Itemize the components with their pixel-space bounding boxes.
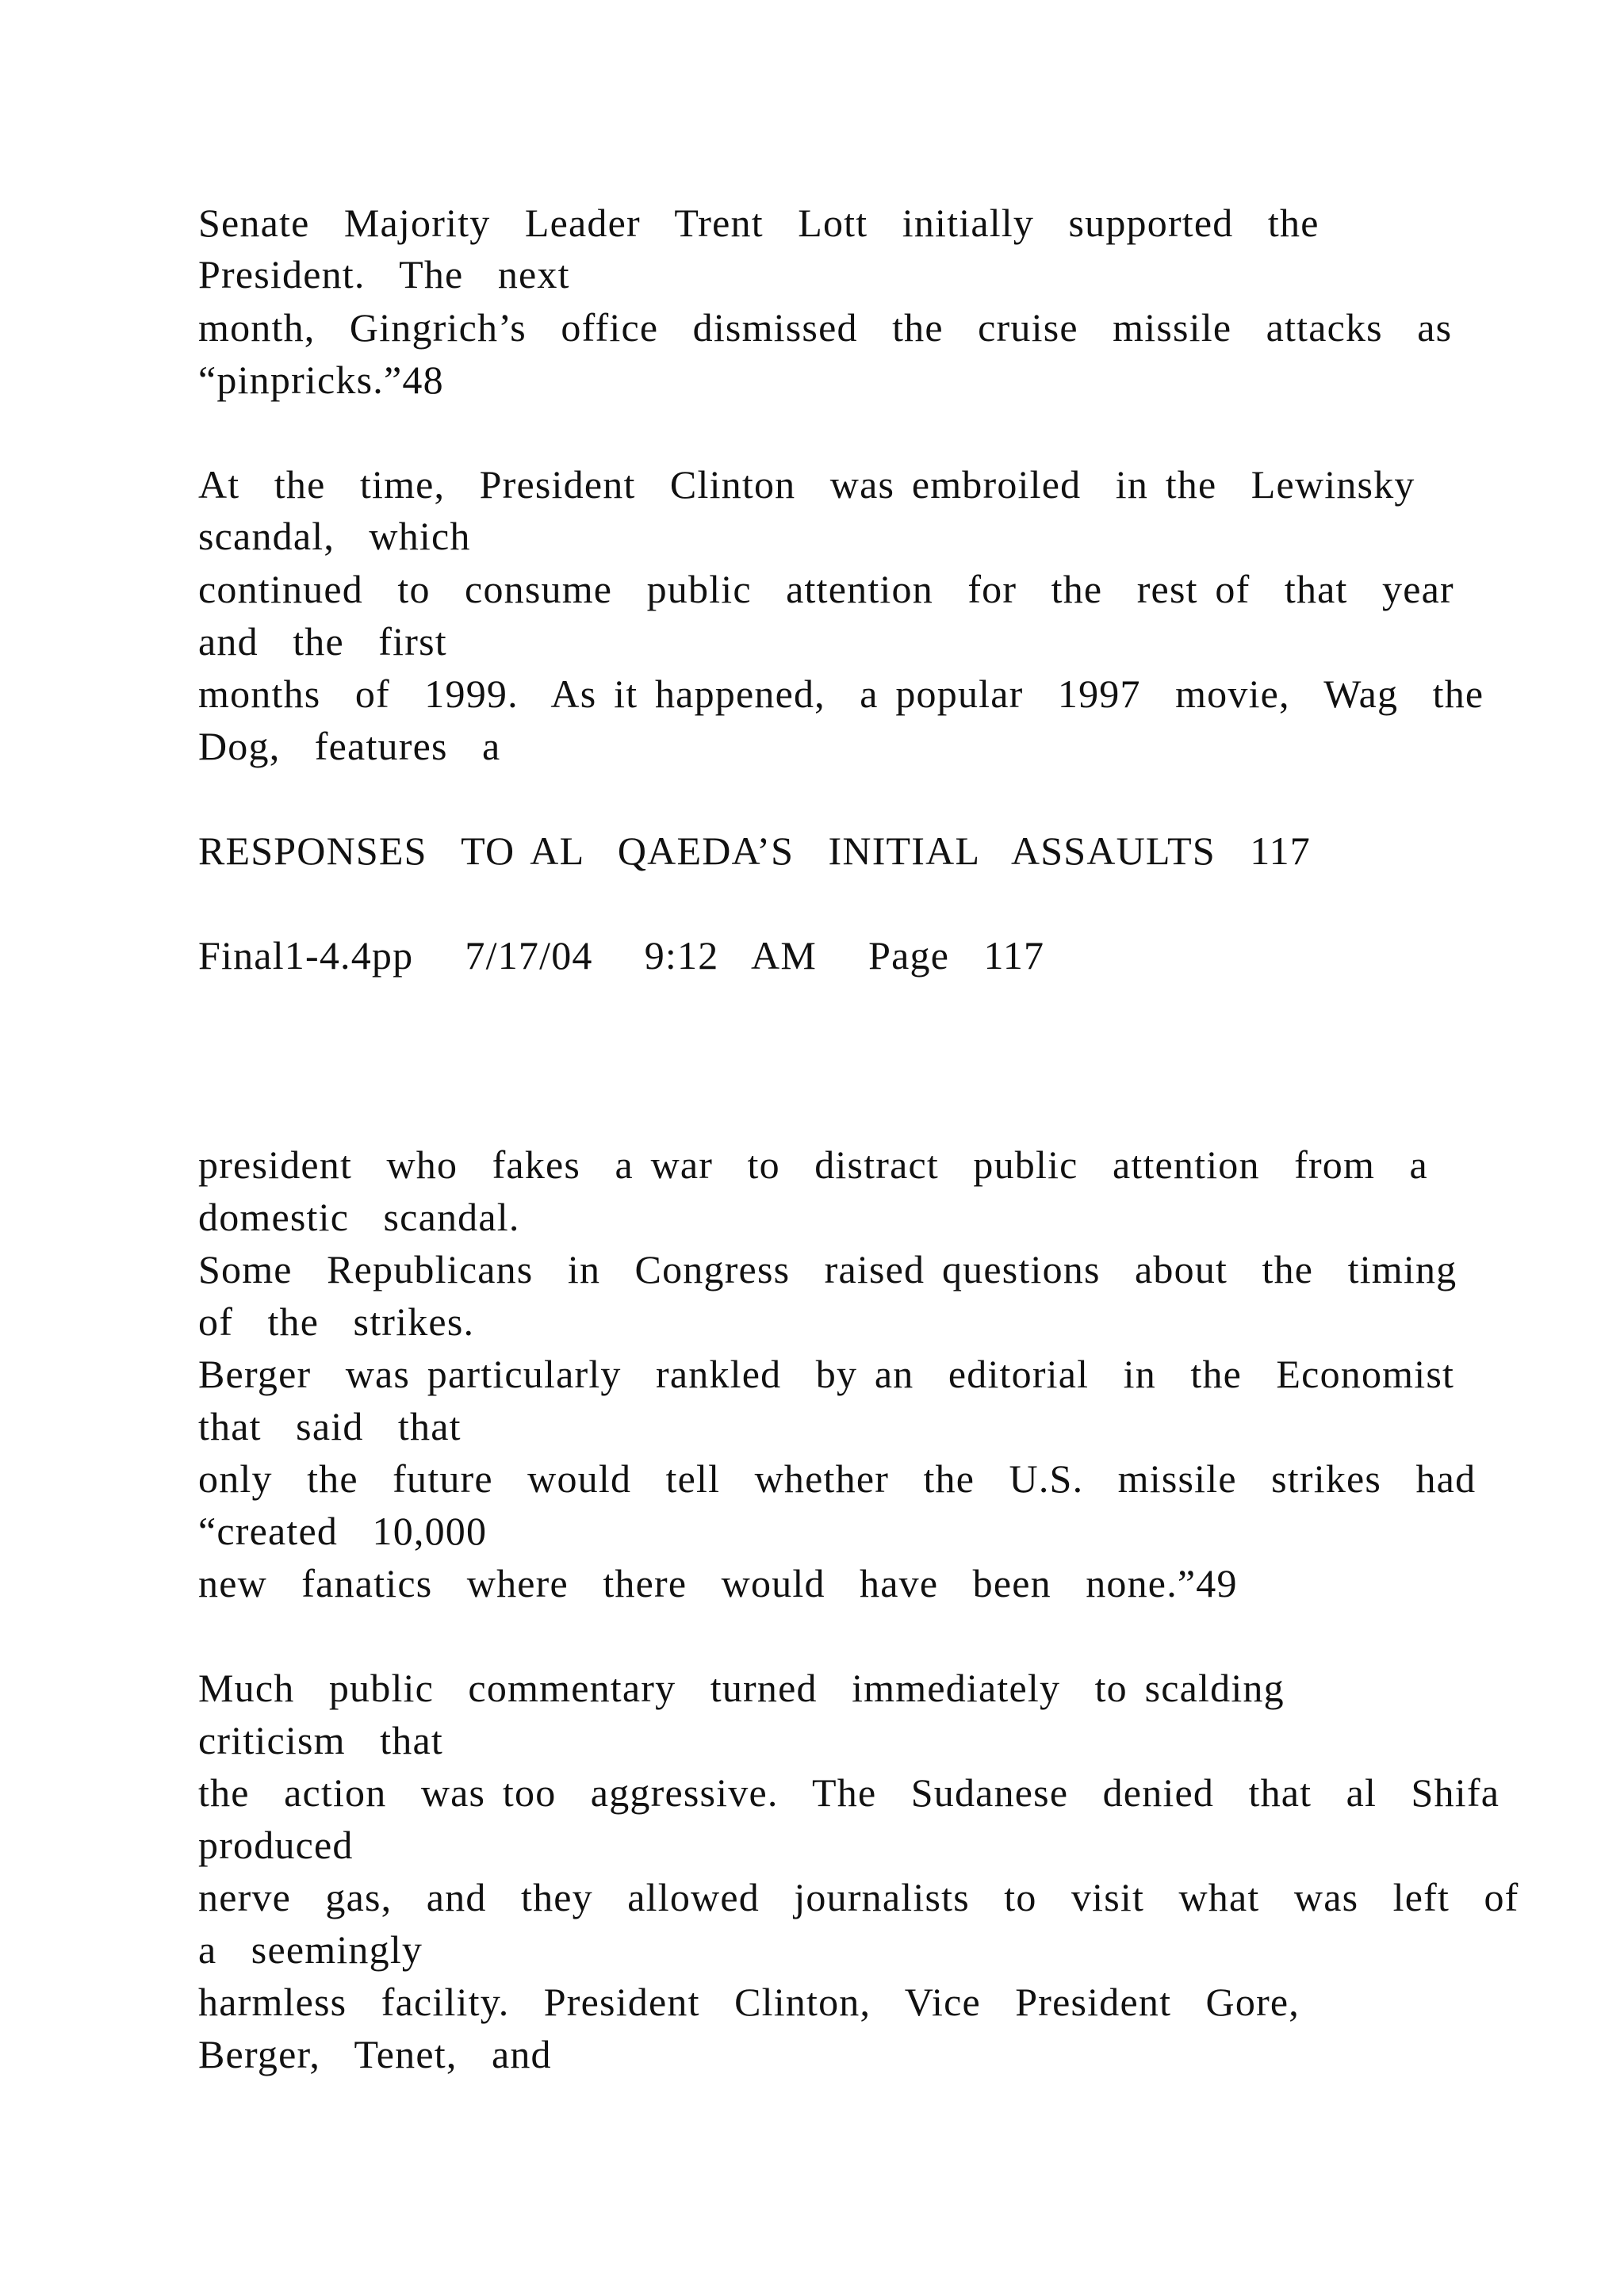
text-line: Berger was particularly rankled by an editorial in the Economist [198,1352,1455,1396]
text-line: produced [198,1823,354,1867]
text-line: President. The next [198,252,570,297]
text-line: the action was too aggressive. The Sudanese denied that al Shifa [198,1770,1500,1815]
text-line: harmless facility. President Clinton, Vice President Gore, [198,1980,1300,2024]
text-line: scandal, which [198,514,471,558]
text-line: Much public commentary turned immediately to scalding [198,1666,1285,1710]
text-line: nerve gas, and they allowed journalists to visit what was left of [198,1875,1519,1919]
text-line: Berger, Tenet, and [198,2032,552,2076]
text-line: criticism that [198,1718,443,1762]
text-line: that said that [198,1404,462,1448]
text-line: Senate Majority Leader Trent Lott initially supported the [198,201,1320,245]
text-line: new fanatics where there would have been none.”49 [198,1561,1238,1605]
text-line: months of 1999. As it happened, a popular 1997 movie, Wag the [198,672,1484,716]
text-line: Some Republicans in Congress raised questions about the timing [198,1247,1457,1292]
text-line: continued to consume public attention for the rest of that year [198,567,1454,611]
text-line: domestic scandal. [198,1195,520,1239]
text-line: a seemingly [198,1927,423,1972]
text-line: president who fakes a war to distract public attention from a [198,1142,1428,1187]
text-line: At the time, President Clinton was embroiled in the Lewinsky [198,462,1415,507]
text-line: and the first [198,619,447,664]
text-line: “created 10,000 [198,1509,488,1553]
running-header: RESPONSES TO AL QAEDA’S INITIAL ASSAULTS 117 [198,828,1311,873]
text-line: of the strikes. [198,1299,475,1344]
text-line: only the future would tell whether the U.S. missile strikes had [198,1456,1477,1501]
text-line: month, Gingrich’s office dismissed the cruise missile attacks as [198,305,1453,350]
text-line: Dog, features a [198,724,501,768]
text-line: “pinpricks.”48 [198,358,444,402]
page-footer: Final1-4.4pp 7/17/04 9:12 AM Page 117 [198,933,1045,978]
